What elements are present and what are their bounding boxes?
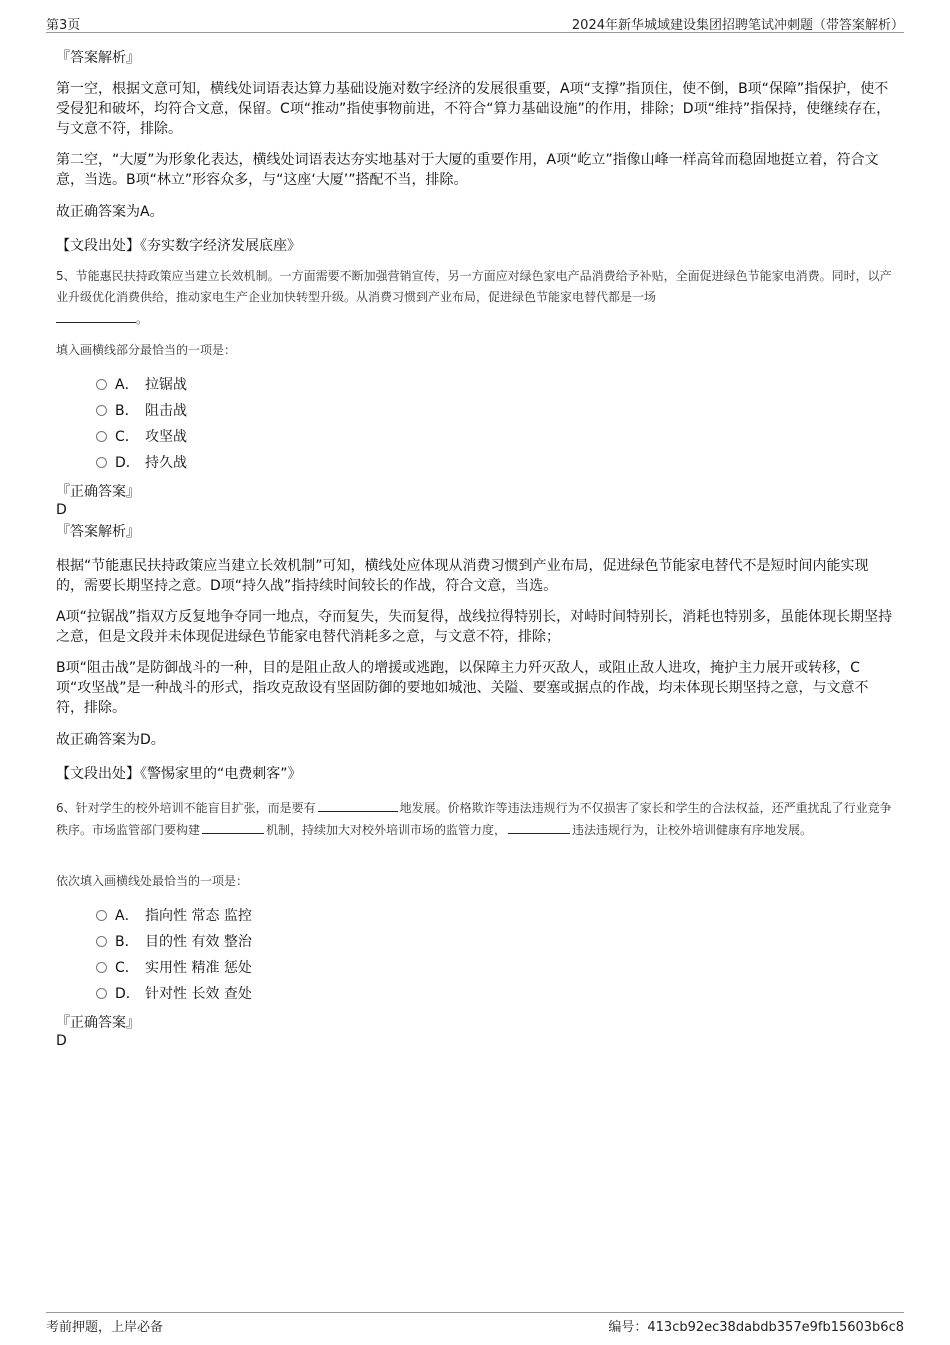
q5-analysis-para-1: 根据“节能惠民扶持政策应当建立长效机制”可知，横线处应体现从消费习惯到产业布局，促进绿色节能家电替代不是短时间内能实现的，需要长期坚持之意。D项“持久战”指持续时间较长的作战，符合文意，当选。: [56, 558, 869, 594]
option-letter: D．: [115, 986, 140, 1002]
q5-analysis-para-2: A项“拉锯战”指双方反复地争夺同一地点，夺而复失，失而复得，战线拉得特别长，对峙时间特别长，消耗也特别多，虽能体现长期坚持之意，但是文段并未体现促进绿色节能家电替代消耗多之意，与文意不符，排除；: [56, 609, 893, 645]
option-text: 攻坚战: [145, 429, 187, 445]
q6-option-b[interactable]: [96, 932, 252, 952]
q5-source: 【文段出处】《警惕家里的“电费刺客”》: [56, 766, 302, 782]
option-letter: A．: [115, 908, 139, 924]
option-text: 实用性 精准 惩处: [145, 960, 252, 976]
option-letter: A．: [115, 377, 139, 393]
q6-option-a[interactable]: [96, 906, 252, 926]
option-text: 目的性 有效 整治: [145, 934, 252, 950]
q6-answer-label: 『正确答案』: [56, 1015, 140, 1031]
q6-stem: [56, 797, 894, 841]
q6-blank-2: [202, 819, 264, 834]
q6-stem-part-1: 6、针对学生的校外培训不能盲目扩张，而是要有: [56, 801, 316, 815]
q6-option-c[interactable]: [96, 958, 252, 978]
q4-analysis-label: 『答案解析』: [56, 50, 140, 66]
q6-prompt: 依次填入画横线处最恰当的一项是：: [56, 874, 249, 888]
option-letter: B．: [115, 403, 139, 419]
page-number: 第3页: [46, 18, 81, 33]
q6-option-d[interactable]: [96, 984, 252, 1004]
footer-slogan: 考前押题，上岸必备: [46, 1320, 164, 1335]
q5-analysis-label: 『答案解析』: [56, 524, 140, 540]
option-letter: D．: [115, 455, 140, 471]
radio-icon[interactable]: [96, 405, 107, 416]
radio-icon[interactable]: [96, 988, 107, 999]
option-text: 拉锯战: [145, 377, 187, 393]
q6-blank-1: [318, 797, 398, 812]
q4-analysis-para-2: 第二空，“大厦”为形象化表达，横线处词语表达夯实地基对于大厦的重要作用，A项“屹立”指像山峰一样高耸而稳固地挺立着，符合文意，当选。B项“林立”形容众多，与“这座‘大厦’”搭配不当，排除。: [56, 152, 879, 188]
page-header: [46, 12, 904, 33]
q5-option-a[interactable]: [96, 375, 187, 395]
q6-stem-part-4: 违法违规行为，让校外培训健康有序地发展。: [572, 823, 813, 837]
option-letter: C．: [115, 429, 139, 445]
q5-stem-end: 。: [136, 312, 149, 326]
page-footer: [46, 1312, 904, 1335]
radio-icon[interactable]: [96, 936, 107, 947]
radio-icon[interactable]: [96, 910, 107, 921]
q5-stem: [56, 266, 894, 330]
radio-icon[interactable]: [96, 379, 107, 390]
radio-icon[interactable]: [96, 962, 107, 973]
q6-answer: D: [56, 1033, 67, 1049]
radio-icon[interactable]: [96, 431, 107, 442]
document-code: 编号：413cb92ec38dabdb357e9fb15603b6c8: [608, 1320, 904, 1335]
q6-blank-3: [508, 819, 570, 834]
q5-answer-label: 『正确答案』: [56, 484, 140, 500]
option-letter: C．: [115, 960, 139, 976]
q5-option-d[interactable]: [96, 453, 187, 473]
option-text: 阻击战: [145, 403, 187, 419]
q6-stem-part-3: 机制，持续加大对校外培训市场的监管力度，: [266, 823, 507, 837]
q5-analysis-para-3: B项“阻击战”是防御战斗的一种，目的是阻止敌人的增援或逃跑，以保障主力歼灭敌人，或阻止敌人进攻，掩护主力展开或转移，C项“攻坚战”是一种战斗的形式，指攻克敌设有坚固防御的要地如城池、关隘、要塞或据点的作战，均未体现长期坚持之意，与文意不符，排除。: [56, 660, 869, 716]
option-letter: B．: [115, 934, 139, 950]
q5-prompt: 填入画横线部分最恰当的一项是：: [56, 343, 237, 357]
option-text: 持久战: [145, 455, 187, 471]
radio-icon[interactable]: [96, 457, 107, 468]
option-text: 针对性 长效 查处: [145, 986, 252, 1002]
q4-analysis-para-1: 第一空，根据文意可知，横线处词语表达算力基础设施对数字经济的发展很重要，A项“支撑”指顶住，使不倒，B项“保障”指保护，使不受侵犯和破坏，均符合文意，保留。C项“推动”指使事物前进，不符合“算力基础设施”的作用，排除；D项“维持”指保持，使继续存在，与文意不符，排除。: [56, 81, 891, 137]
q5-option-c[interactable]: [96, 427, 187, 447]
q5-conclusion: 故正确答案为D。: [56, 732, 165, 748]
q5-option-b[interactable]: [96, 401, 187, 421]
q5-stem-text: 5、节能惠民扶持政策应当建立长效机制。一方面需要不断加强营销宣传，另一方面应对绿色家电产品消费给予补贴，全面促进绿色节能家电消费。同时，以产业升级优化消费供给，推动家电生产企业加快转型升级。从消费习惯到产业布局，促进绿色节能家电替代都是一场: [56, 269, 892, 304]
q5-blank: [56, 308, 136, 323]
q4-source: 【文段出处】《夯实数字经济发展底座》: [56, 238, 301, 254]
q5-answer: D: [56, 502, 67, 518]
option-text: 指向性 常态 监控: [145, 908, 252, 924]
q6-stem-part-2: 地发展。价格欺诈等违法违规行为不仅损害了家长和学生的合法权益，还严重扰乱了行业竞争秩序。市场监管部门要构建: [56, 801, 892, 837]
q4-conclusion: 故正确答案为A。: [56, 204, 164, 220]
document-title: 2024年新华城域建设集团招聘笔试冲刺题（带答案解析）: [571, 18, 904, 33]
